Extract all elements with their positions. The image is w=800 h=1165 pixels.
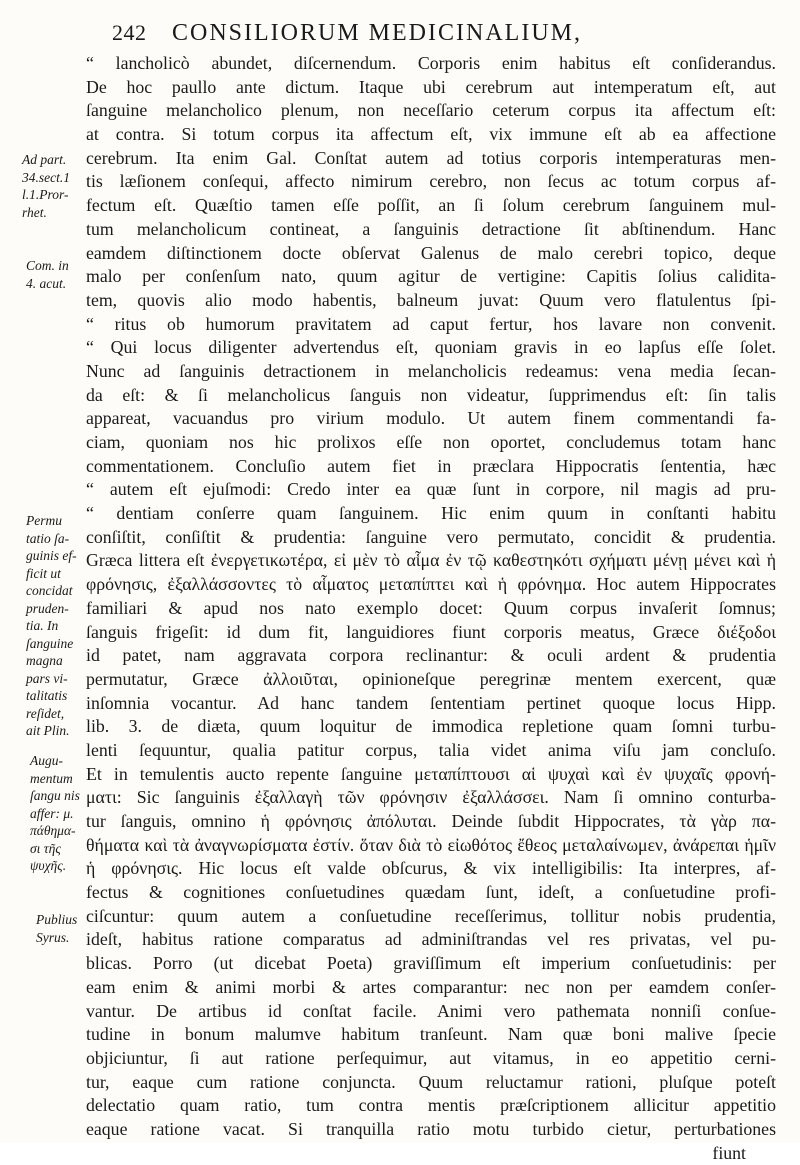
text-line: Græca littera eſt ἐνεργετικωτέρα, εἰ μὲν τὸ αἷμα ἐν τῷ καθεστηκότι σχήματι μένῃ μένει καὶ ἡ [86,550,776,571]
margin-note-line: mentum [30,770,73,786]
text-line: commentationem. Concluſio autem fiet in præclara Hippocratis ſententia, hæc [86,455,776,476]
margin-note-line: ait Plin. [26,723,70,738]
body-text [86,52,776,1165]
text-line: delectatio quam ratio, tum contra mentis præſcriptionem allicitur appetitio [86,1095,776,1116]
margin-note-line: affer: μ. [30,805,74,821]
text-line: vantur. De artibus id conſtat facile. Animi vero pathemata nonniſi conſue- [86,1000,776,1021]
text-line: inſomnia vocantur. Ad hanc tandem ſententiam pertinet quoque locus Hipp. [86,692,776,713]
text-line: φρόνησις, ἐξαλλάσσοντες τὸ αἷματος μεταπίπτει καὶ ἡ φρόνημα. Hoc autem Hippocrates [86,574,776,595]
text-line: familiari & apud nos nato exemplo docet: Quum corpus invaſerit ſomnus; [86,597,776,618]
margin-note-line: tatio ſa- [26,530,70,546]
text-line: fectus & cognitiones conſuetudines quædam ſunt, ideſt, a conſuetudine profi- [86,882,776,903]
margin-note-line: Com. in [26,258,69,273]
text-line: ideſt, habitus ratione comparatus ad adminiſtrandas vel res privatas, vel pu- [86,929,776,950]
text-line: “ autem eſt ejuſmodi: Credo inter ea quæ ſunt in corpore, nil magis ad pru- [86,479,776,500]
text-line: ἡ φρόνησις. Hic locus eſt valde obſcurus, & vix intelligibilis: Ita interpres, af- [86,858,776,879]
text-line: De hoc paullo ante dictum. Itaque ubi cerebrum aut intemperatum eſt, aut [86,76,776,97]
text-line: objiciuntur, ſi aut ratione perſequimur, aut vitamus, in eo appetitio cerni- [86,1047,776,1068]
margin-note-com-in [26,257,88,292]
page-number: 242 [112,20,147,45]
margin-note-permutatio [26,512,88,740]
text-line: id patet, nam aggravata corpora reclinantur: & oculi ardent & prudentia [86,645,776,666]
text-line: tis læſionem conſequi, affecto nimirum cerebro, non ſecus ac totum corpus af- [86,171,776,192]
text-line: eamdem diſtinctionem docte obſervat Galenus de malo cerebri topico, deque [86,242,776,263]
margin-note-line: pruden- [26,600,69,616]
text-line: ciſcuntur: quum autem a conſuetudine receſſerimus, tollitur nobis prudentia, [86,905,776,926]
margin-note-line: ψυχῆς. [30,858,67,873]
text-line: ματι: Sic ſanguinis ἐξαλλαγὴ τῶν φρόνησιν ἐξαλλάσσει. Nam ſi omnino conturba- [86,787,776,808]
margin-note-line: talitatis [26,688,68,703]
margin-note-line: Publius [36,912,78,927]
margin-note-line: concidat [26,583,73,598]
text-line: tudine in bonum malumve habitum tranſeunt. Nam quæ boni malive ſpecie [86,1024,776,1045]
running-head [0,20,800,50]
text-line: Nunc ad ſanguinis detractionem in melancholicis redeamus: vena media ſecan- [86,360,776,381]
margin-note-line: l.1.Pror- [22,187,69,202]
text-line: cerebrum. Ita enim Gal. Conſtat autem ad totius corporis intemperaturas men- [86,147,776,168]
margin-note-line: rhet. [22,204,47,220]
margin-note-line: σι τῆς [30,840,61,856]
margin-note-line: tia. In [26,618,59,633]
margin-note-line: 34.sect.1 [22,169,70,185]
margin-note-line: ſangu nis [30,788,80,803]
text-line: ſanguine melancholico plenum, non neceſſario ceterum corpus ita affectum eſt: [86,100,776,121]
text-line: da eſt: & ſi melancholicus ſanguis non videatur, ſupprimendus eſt: ſin talis [86,384,776,405]
running-title: CONSILIORUM MEDICINALIUM, [172,20,582,46]
text-line: conſiſtit, conſiſtit & prudentia: ſanguine vero permutato, concidit & prudentia. [86,526,776,547]
margin-note-line: pars vi- [26,670,68,686]
text-line: appareat, vacuandus pro virium modulo. Ut autem finem commentandi fa- [86,408,776,429]
text-line: tur, eaque cum ratione conjuncta. Quum reluctamur rationi, pluſque poteſt [86,1071,776,1092]
catchword: fiunt [712,1142,746,1163]
margin-note-line: Ad part. [22,152,67,167]
text-line: malo per conſenſum nato, quum agitur de vertigine: Capitis ſolius calidita- [86,266,776,287]
text-line: at contra. Si totum corpus ita affectum eſt, vix immune eſt ab ea affectione [86,124,776,145]
text-line: blicas. Porro (ut dicebat Poeta) graviſſimum eſt imperium conſuetudinis: per [86,953,776,974]
margin-note-line: Permu [26,513,62,528]
margin-note-line: guinis ef- [26,548,77,563]
text-line: lenti ſequuntur, qualia patitur corpus, talia videt anima viſu jam concluſo. [86,739,776,760]
text-line: “ dentiam conſerre quam ſanguinem. Hic enim quum in conſtanti habitu [86,503,776,524]
text-line: Et in temulentis aucto repente ſanguine μεταπίπτουσι αἱ ψυχαὶ καὶ ἐν ψυχαῖς φρονή- [86,763,776,784]
margin-note-line: magna [26,653,63,668]
text-line: eaque ratione vacat. Si tranquilla ratio motu turbido cietur, perturbationes [86,1118,776,1139]
margin-note-line: ficit ut [26,565,61,581]
margin-note-line: Syrus. [36,929,70,945]
margin-note-line: πάθημα- [30,823,76,838]
text-line: tur ſanguis, omnino ἡ φρόνησις ἀπόλυται. Deinde ſubdit Hippocrates, τὰ γὰρ πα- [86,811,776,831]
text-line: eam enim & animi morbi & artes comparantur: nec non per eamdem conſer- [86,976,776,997]
margin-note-augumentum [30,752,92,875]
text-line: “ ritus ob humorum pravitatem ad caput fertur, hos lavare non convenit. [86,313,776,334]
margin-note-ad-part [22,151,84,221]
text-line: tem, quovis alio modo habentis, balneum juvat: Quum vero flatulentus ſpi- [86,289,776,310]
margin-note-line: ſanguine [26,635,74,651]
margin-note-line: reſidet, [26,705,65,721]
text-line: ciam, quoniam nos hic prolixos eſſe non oportet, concludemus totam hanc [86,432,776,452]
text-line: “ Qui locus diligenter advertendus eſt, quoniam gravis in eo lapſus eſſe ſolet. [86,337,776,358]
text-line: lib. 3. de diæta, quum loquitur de immodica repletione quam ſomni turbu- [86,716,776,737]
margin-note-line: 4. acut. [26,275,67,291]
text-line: ſanguis frigeſit: id dum fit, languidiores fiunt corporis meatus, Græce διέξοδοι [86,621,776,642]
text-line: θήματα καὶ τὰ ἀναγνωρίσματα ἐστίν. ὅταν διὰ τὸ εἰωθότος ἔθεος μεταλαίνωμεν, ἀνάρεπαι ἡμῖν [86,834,776,855]
text-line: permutatur, Græce ἀλλοιῦται, opinioneſque peregrinæ mentem exercent, quæ [86,668,776,689]
margin-note-line: Augu- [30,753,63,768]
text-line: fectum eſt. Quæſtio tamen eſſe poſſit, an ſi ſolum cerebrum ſanguinem mul- [86,195,776,216]
text-line: tum melancholicum contineat, a ſanguinis detractione ſit abſtinendum. Hanc [86,218,776,239]
text-line: “ lancholicò abundet, diſcernendum. Corporis enim habitus eſt conſiderandus. [86,53,776,73]
